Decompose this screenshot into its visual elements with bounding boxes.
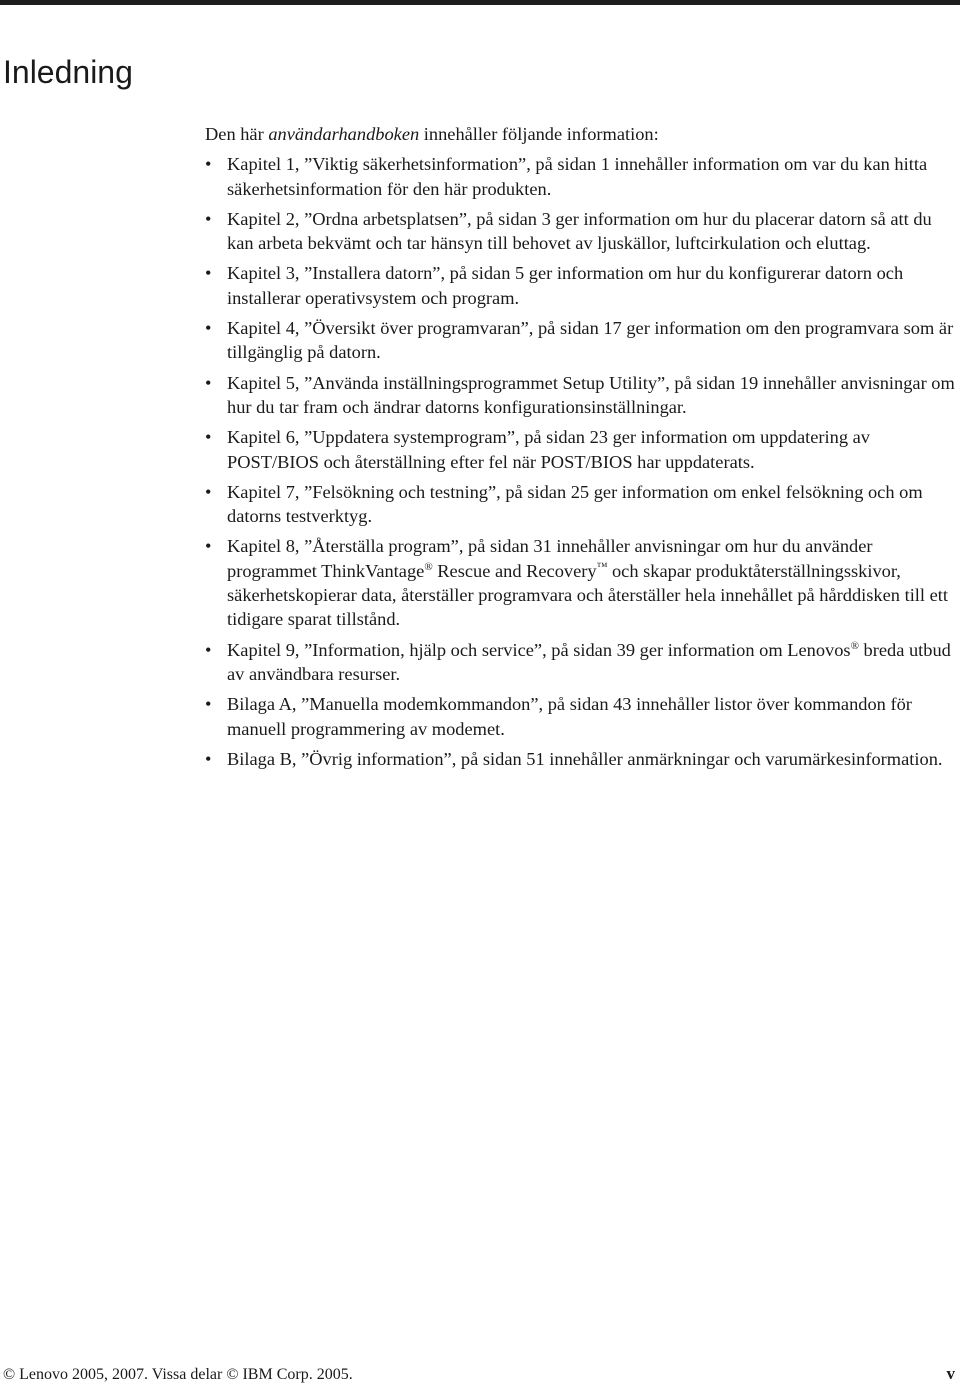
bullet-icon: • — [205, 208, 212, 229]
list-item-text: Kapitel 2, ”Ordna arbetsplatsen”, på sidan 3 ger information om hur du placerar datorn så att du kan arbeta bekvämt och tar hänsyn till behovet av ljuskällor, luftcirkulation och eluttag. — [227, 208, 932, 254]
intro-prefix: Den här — [205, 124, 269, 144]
list-item-text: Kapitel 9, ”Information, hjälp och service”, på sidan 39 ger information om Lenovos — [227, 639, 851, 660]
bullet-icon: • — [205, 427, 212, 448]
list-item — [205, 371, 957, 420]
page-title: Inledning — [3, 54, 133, 90]
list-item-text: Kapitel 6, ”Uppdatera systemprogram”, på sidan 23 ger information om uppdatering av POST/BIOS och återställning efter fel när POST/BIOS har uppdaterats. — [227, 427, 870, 472]
list-item-text: Kapitel 7, ”Felsökning och testning”, på sidan 25 ger information om enkel felsökning och om datorns testverktyg. — [227, 481, 923, 527]
list-item-text: breda utbud av användbara resurser. — [227, 639, 951, 684]
list-item — [205, 534, 957, 631]
trademark-mark: ™ — [596, 560, 608, 573]
list-item — [205, 152, 957, 201]
list-item — [205, 207, 957, 256]
bullet-icon: • — [205, 372, 212, 393]
footer-copyright: © Lenovo 2005, 2007. Vissa delar © IBM Corp. 2005. — [3, 1366, 353, 1383]
list-item — [205, 638, 957, 687]
list-item-text: Kapitel 4, ”Översikt över programvaran”, på sidan 17 ger information om den programvara som är tillgänglig på datorn. — [227, 318, 954, 363]
bullet-icon: • — [205, 748, 212, 769]
list-item-text: Kapitel 8, ”Återställa program”, på sidan 31 innehåller anvisningar om hur du använder programmet ThinkVantage — [227, 536, 873, 581]
page-number: v — [946, 1364, 955, 1383]
list-item — [205, 425, 957, 474]
list-item-text: Bilaga A, ”Manuella modemkommandon”, på sidan 43 innehåller listor över kommandon för manuell programmering av modemet. — [227, 694, 912, 739]
list-item-text: Kapitel 3, ”Installera datorn”, på sidan 5 ger information om hur du konfigurerar datorn och installerar operativsystem och program. — [227, 263, 904, 308]
list-item — [205, 480, 957, 529]
registered-mark: ® — [424, 560, 433, 573]
list-item — [205, 692, 957, 741]
main-content — [205, 122, 957, 777]
intro-paragraph — [205, 122, 957, 146]
bullet-icon: • — [205, 318, 212, 339]
bullet-icon: • — [205, 154, 212, 175]
list-item — [205, 316, 957, 365]
bullet-icon: • — [205, 536, 212, 557]
registered-mark: ® — [850, 639, 859, 652]
list-item-text: Rescue and Recovery — [432, 560, 597, 581]
list-item — [205, 261, 957, 310]
bullet-icon: • — [205, 263, 212, 284]
list-item-text: och skapar produktåterställningsskivor, säkerhetskopierar data, återställer programvara och återställer hela innehållet på hårddisken till ett tidigare sparat tillstånd. — [227, 560, 948, 630]
bullet-icon: • — [205, 639, 212, 660]
intro-emphasis: användarhandboken — [268, 124, 420, 144]
top-rule — [0, 0, 960, 5]
bullet-icon: • — [205, 694, 212, 715]
list-item-text: Kapitel 5, ”Använda inställningsprogrammet Setup Utility”, på sidan 19 innehåller anvisningar om hur du tar fram och ändrar datorns konfigurationsinställningar. — [227, 372, 955, 417]
intro-suffix: innehåller följande information: — [419, 124, 659, 144]
list-item-text: Kapitel 1, ”Viktig säkerhetsinformation”, på sidan 1 innehåller information om var du kan hitta säkerhetsinformation för den här produkten. — [227, 154, 928, 199]
list-item — [205, 747, 957, 771]
chapter-list — [205, 152, 957, 771]
bullet-icon: • — [205, 481, 212, 502]
list-item-text: Bilaga B, ”Övrig information”, på sidan 51 innehåller anmärkningar och varumärkesinformation. — [227, 748, 943, 769]
